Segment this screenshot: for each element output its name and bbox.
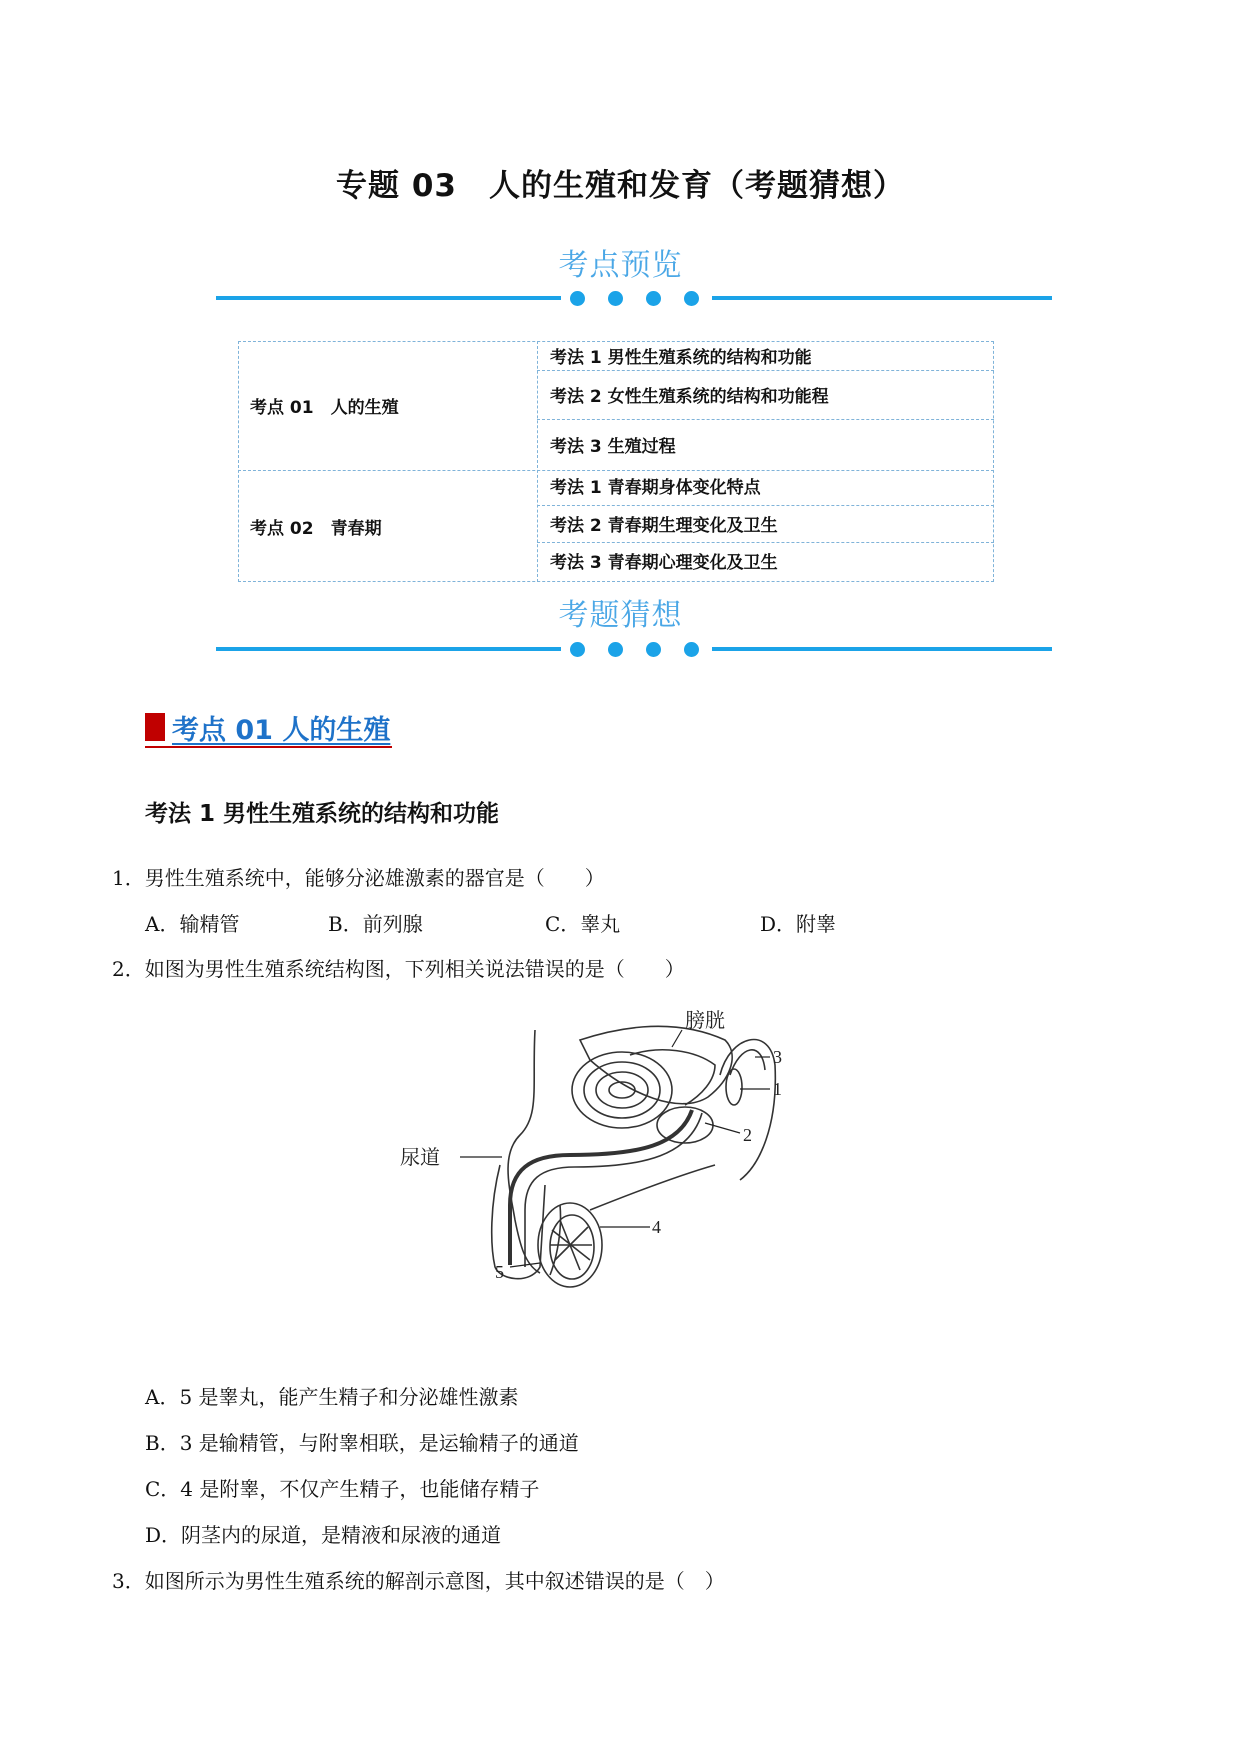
banner-guess-line-right <box>712 647 1052 651</box>
figure-label-urethra: 尿道 <box>400 1147 440 1169</box>
section-heading: 考点 01 人的生殖 <box>172 715 391 746</box>
question-option: A．5 是睾丸，能产生精子和分泌雄性激素 <box>145 1385 519 1409</box>
banner-guess-line-left <box>216 647 561 651</box>
banner-dot <box>608 642 623 657</box>
question-option: C．4 是附睾，不仅产生精子，也能储存精子 <box>145 1477 540 1501</box>
toc-group-label: 考点 01 人的生殖 <box>250 398 399 418</box>
question-option: A．输精管 <box>145 912 240 936</box>
question-option: C．睾丸 <box>545 912 621 936</box>
banner-preview-line-right <box>712 296 1052 300</box>
banner-preview-line-left <box>216 296 561 300</box>
toc-table <box>238 341 994 582</box>
subheading: 考法 1 男性生殖系统的结构和功能 <box>145 801 500 827</box>
section-underline <box>145 746 392 748</box>
question-option: B．3 是输精管，与附睾相联，是运输精子的通道 <box>145 1431 579 1455</box>
question-stem: 2．如图为男性生殖系统结构图，下列相关说法错误的是（ ） <box>112 957 685 981</box>
toc-item: 考法 2 青春期生理变化及卫生 <box>550 516 778 536</box>
banner-dot <box>646 291 661 306</box>
toc-group-divider <box>238 470 994 471</box>
toc-item: 考法 1 男性生殖系统的结构和功能 <box>550 348 812 368</box>
figure-label-5: 5 <box>495 1262 504 1282</box>
toc-item: 考法 1 青春期身体变化特点 <box>550 478 761 498</box>
toc-row-divider <box>537 370 994 371</box>
toc-item: 考法 2 女性生殖系统的结构和功能程 <box>550 387 829 407</box>
toc-item: 考法 3 生殖过程 <box>550 437 676 457</box>
question-option: B．前列腺 <box>328 912 423 936</box>
section-marker <box>145 713 165 741</box>
banner-dot <box>684 642 699 657</box>
toc-item: 考法 3 青春期心理变化及卫生 <box>550 553 778 573</box>
question-option: D．阴茎内的尿道，是精液和尿液的通道 <box>145 1523 502 1547</box>
banner-dot <box>570 642 585 657</box>
banner-dot <box>608 291 623 306</box>
toc-row-divider <box>537 542 994 543</box>
figure-label-1: 1 <box>773 1079 782 1099</box>
banner-preview-title: 考点预览 <box>558 248 683 283</box>
figure-label-4: 4 <box>652 1217 661 1237</box>
figure-label-2: 2 <box>743 1125 752 1145</box>
banner-guess-title: 考题猜想 <box>558 598 683 633</box>
question-option: D．附睾 <box>760 912 837 936</box>
banner-dot <box>684 291 699 306</box>
male-reproductive-system-figure <box>400 1005 820 1330</box>
page-title: 专题 03 人的生殖和发育（考题猜想） <box>336 168 905 204</box>
figure-label-3: 3 <box>773 1047 782 1067</box>
banner-dot <box>646 642 661 657</box>
toc-column-divider <box>537 341 538 582</box>
figure-label-bladder: 膀胱 <box>685 1010 725 1032</box>
banner-dot <box>570 291 585 306</box>
toc-row-divider <box>537 505 994 506</box>
toc-row-divider <box>537 419 994 420</box>
question-stem: 1．男性生殖系统中，能够分泌雄激素的器官是（ ） <box>112 866 605 890</box>
toc-group-label: 考点 02 青春期 <box>250 519 382 539</box>
question-stem: 3．如图所示为男性生殖系统的解剖示意图，其中叙述错误的是（ ） <box>112 1569 725 1593</box>
